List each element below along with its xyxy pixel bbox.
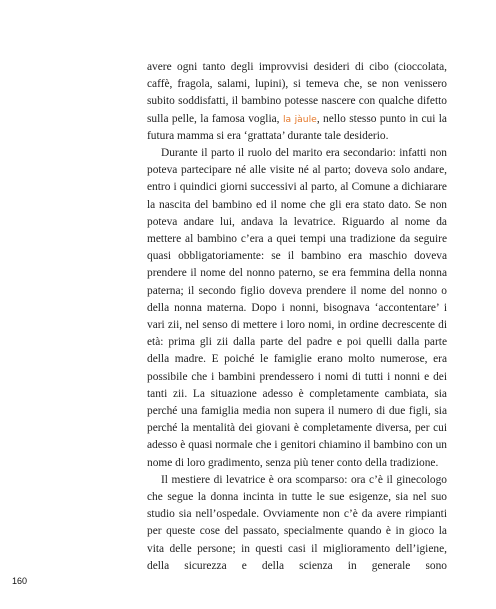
page-number: 160 [12,576,28,586]
paragraph-1-text-end: , nello stesso punto in cui la futura mamma si era ‘grattata’ durante tale desiderio. [147,112,447,142]
paragraph-1 [147,59,447,145]
body-text [147,59,447,575]
paragraph-1-text: avere ogni tanto degli improvvisi desideri di cibo (cioccolata, caffè, fragola, salami, lupini), si temeva che, se non venissero subito soddisfatti, il bambino potesse nascere con qualche difetto sulla pelle, la famosa voglia, [147,61,447,125]
paragraph-3 [147,472,447,575]
paragraph-2-text: Durante il parto il ruolo del marito era secondario: infatti non poteva partecipare né alle visite né al parto; doveva solo andare, entro i quindici giorni successivi al parto, al Comune a dichiarare la nascita del bambino ed il nome che gli era stato dato. Se non poteva andare lui, andava la levatrice. Riguardo al nome da mettere al bambino c’era a quei tempi una tradizione da seguire quasi obbligatoriamente: se il bambino era maschio doveva prendere il nome del nonno paterno, se era femmina della nonna paterna; il secondo figlio doveva prendere il nome del nonno o della nonna materna. Dopo i nonni, bisognava ‘accontentare’ i vari zii, nel senso di mettere i loro nomi, in ordine decrescente di età: prima gli zii dalla parte del padre e poi quelli dalla parte della madre. E poiché le famiglie erano molto numerose, era possibile che i bambini prendessero i nomi di tutti i nonni e dei tanti zii. La situazione adesso è completamente cambiata, sia perché una famiglia media non supera il numero di due figli, sia perché la mentalità dei giovani è completamente diversa, per cui adesso è quasi normale che i genitori chiamino il bambino con un nome di loro gradimento, senza più tener conto della tradizione. [147,147,447,469]
dialect-term: la jàule [282,113,317,125]
paragraph-2 [147,145,447,472]
paragraph-3-text: Il mestiere di levatrice è ora scomparso: ora c’è il ginecologo che segue la donna incinta in tutte le sue esigenze, sia nel suo studio sia nell’ospedale. Ovviamente non c’è da avere rimpianti per queste cose del passato, specialmente quando è in gioco la vita delle persone; in questi casi il miglioramento dell’igiene, della sicurezza e della scienza in generale sono [147,473,447,572]
